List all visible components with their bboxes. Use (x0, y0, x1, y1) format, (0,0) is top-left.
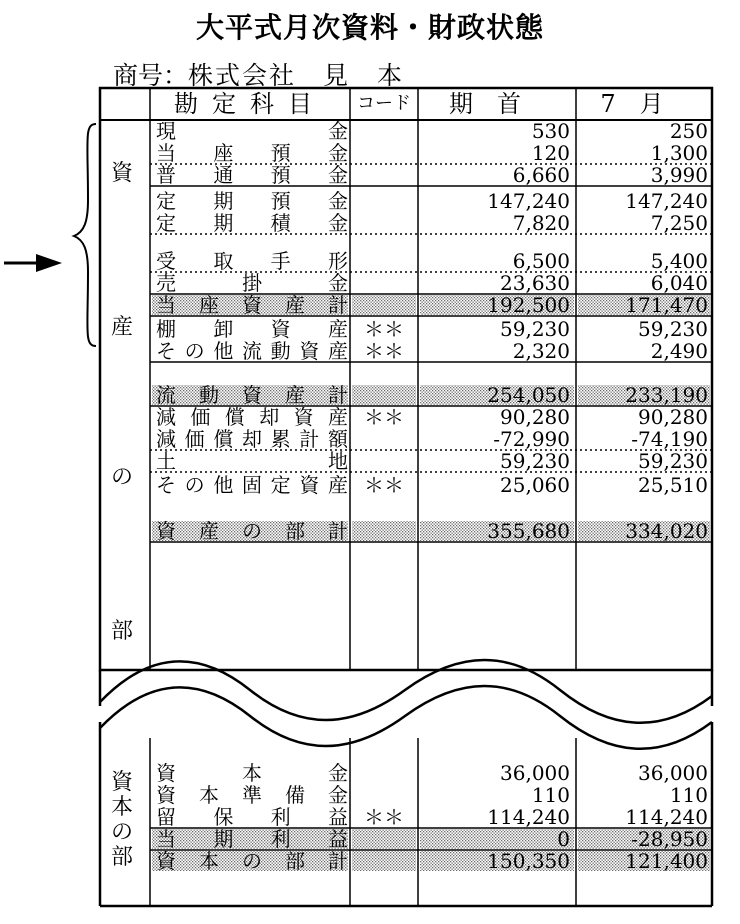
equity-row-3-v2: 114,240 (625, 805, 708, 829)
assets-row-14-v1: 59,230 (500, 449, 570, 473)
assets-row-4-v2: 147,240 (625, 189, 708, 213)
assets-row-14-account: 土地 (156, 449, 348, 473)
assets-row-12-code: ＊＊ (364, 405, 404, 429)
assets-row-1-account: 現金 (156, 119, 348, 143)
assets-row-7-account: 売掛金 (156, 271, 348, 295)
assets-row-11-account: 流動資産計 (156, 383, 348, 407)
assets-row-13-v1: -72,990 (493, 427, 570, 451)
assets-row-8-v2: 171,470 (625, 293, 708, 317)
assets-row-10-code: ＊＊ (364, 339, 404, 363)
assets-row-9-account: 棚卸資産 (156, 317, 348, 341)
company-name: 株式会社 見 本 (188, 61, 405, 90)
assets-row-16-v1: 355,680 (487, 519, 570, 543)
assets-row-13-v2: -74,190 (631, 427, 708, 451)
assets-row-15-v1: 25,060 (500, 473, 570, 497)
assets-row-2-account: 当座預金 (156, 141, 348, 165)
assets-row-11-v2: 233,190 (625, 383, 708, 407)
assets-row-6-account: 受取手形 (156, 249, 348, 273)
equity-section-char-4: 部 (110, 845, 133, 870)
assets-row-8-v1: 192,500 (487, 293, 570, 317)
assets-row-15-account: その他固定資産 (156, 473, 348, 497)
equity-row-2-v1: 110 (531, 783, 570, 807)
assets-row-12-v2: 90,280 (638, 405, 708, 429)
assets-row-9-v1: 59,230 (500, 317, 570, 341)
assets-row-3-v1: 6,660 (512, 163, 570, 187)
assets-row-10-v1: 2,320 (512, 339, 570, 363)
assets-section-char-2: 産 (110, 315, 133, 340)
assets-row-1-v1: 530 (531, 119, 570, 143)
equity-row-1-account: 資本金 (156, 761, 348, 785)
assets-row-12-account: 減価償却資産 (156, 405, 348, 429)
assets-row-9-v2: 59,230 (638, 317, 708, 341)
assets-row-7-v2: 6,040 (650, 271, 708, 295)
assets-row-6-v2: 5,400 (650, 249, 708, 273)
assets-row-15-code: ＊＊ (364, 473, 404, 497)
company-label: 商号： (113, 61, 189, 90)
equity-section-char-2: 本 (110, 795, 133, 820)
equity-row-1-v1: 36,000 (500, 761, 570, 785)
equity-row-4-v1: 0 (557, 827, 570, 851)
assets-row-1-v2: 250 (669, 119, 708, 143)
equity-row-3-account: 留保利益 (156, 805, 348, 829)
assets-row-13-account: 減価償却累計額 (156, 427, 348, 451)
equity-row-4-v2: -28,950 (631, 827, 708, 851)
assets-row-3-account: 普通預金 (156, 163, 348, 187)
assets-row-5-v1: 7,820 (512, 211, 570, 235)
assets-row-5-v2: 7,250 (650, 211, 708, 235)
equity-section-char-1: 資 (110, 770, 133, 795)
equity-section-char-3: の (110, 820, 133, 845)
equity-row-3-code: ＊＊ (364, 805, 404, 829)
assets-row-5-account: 定期積金 (156, 211, 348, 235)
equity-row-1-v2: 36,000 (638, 761, 708, 785)
assets-row-6-v1: 6,500 (512, 249, 570, 273)
equity-row-5-account: 資本の部計 (156, 849, 348, 873)
header-code: コード (357, 93, 411, 114)
header-col1: 期首 (449, 90, 545, 118)
assets-row-12-v1: 90,280 (500, 405, 570, 429)
assets-row-8-account: 当座資産計 (156, 293, 348, 317)
header-col2: 7月 (600, 90, 688, 118)
assets-row-4-account: 定期預金 (156, 189, 348, 213)
equity-row-5-v2: 121,400 (625, 849, 708, 873)
assets-row-16-account: 資産の部計 (156, 519, 348, 543)
assets-row-3-v2: 3,990 (650, 163, 708, 187)
assets-section-char-1: 資 (110, 161, 133, 186)
equity-row-4-account: 当期利益 (156, 827, 348, 851)
assets-row-16-v2: 334,020 (625, 519, 708, 543)
assets-row-7-v1: 23,630 (500, 271, 570, 295)
assets-row-10-v2: 2,490 (650, 339, 708, 363)
assets-row-9-code: ＊＊ (364, 317, 404, 341)
assets-row-2-v2: 1,300 (650, 141, 708, 165)
header-account: 勘定科目 (174, 90, 326, 118)
equity-row-5-v1: 150,350 (487, 849, 570, 873)
assets-row-15-v2: 25,510 (638, 473, 708, 497)
page-title: 大平式月次資料・財政状態 (195, 11, 544, 44)
assets-row-4-v1: 147,240 (487, 189, 570, 213)
assets-row-10-account: その他流動資産 (156, 339, 348, 363)
equity-row-3-v1: 114,240 (487, 805, 570, 829)
assets-section-char-4: 部 (110, 619, 133, 644)
assets-row-2-v1: 120 (531, 141, 570, 165)
assets-section-char-3: の (110, 465, 133, 490)
assets-row-11-v1: 254,050 (487, 383, 570, 407)
equity-row-2-v2: 110 (669, 783, 708, 807)
assets-row-14-v2: 59,230 (638, 449, 708, 473)
equity-row-2-account: 資本準備金 (156, 783, 348, 807)
